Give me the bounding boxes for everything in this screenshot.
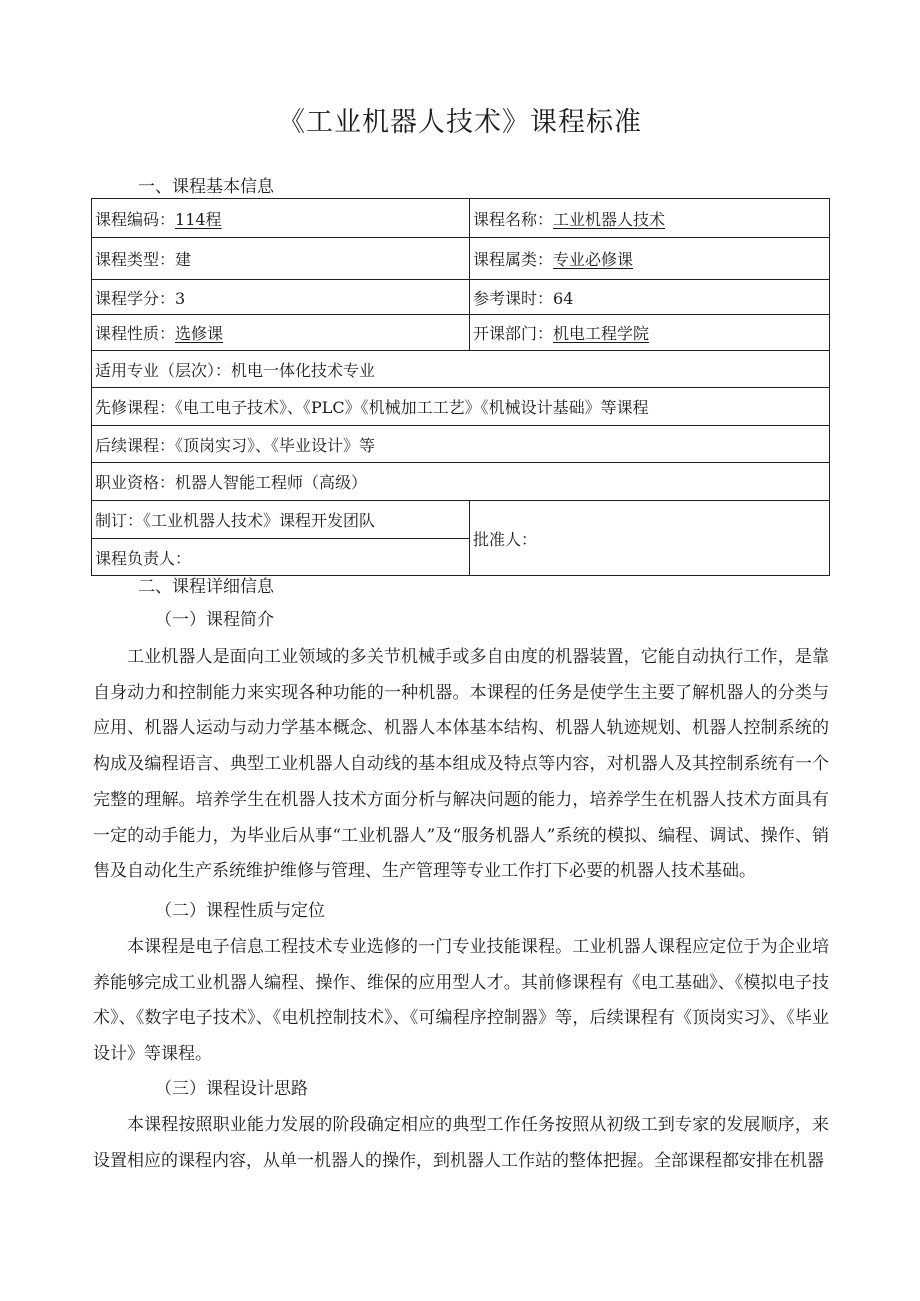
paragraph-course-intro: 工业机器人是面向工业领域的多关节机械手或多自由度的机器装置，它能自动执行工作，是靠自身动力和控制能力来实现各种功能的一种机器。本课程的任务是使学生主要了解机器人的分类与应用、机器人运动与动力学基本概念、机器人本体基本结构、机器人轨迹规划、机器人控制系统的构成及编程语言、典型工业机器人自动线的基本组成及特点等内容，对机器人及其控制系统有一个完整的理解。培养学生在机器人技术方面分析与解决问题的能力，培养学生在机器人技术方面具有一定的动手能力，为毕业后从事“工业机器人”及“服务机器人”系统的模拟、编程、调试、操作、销售及自动化生产系统维护维修与管理、生产管理等专业工作打下必要的机器人技术基础。 bbox=[93, 647, 829, 882]
offering-dept-label: 开课部门： bbox=[473, 324, 554, 343]
course-name-value: 工业机器人技术 bbox=[553, 209, 666, 229]
subheading-course-nature: （二）课程性质与定位 bbox=[155, 901, 325, 921]
section-heading-basic-info: 一、课程基本信息 bbox=[138, 177, 274, 197]
course-type-cell bbox=[92, 238, 470, 280]
course-credit-label: 课程学分： bbox=[95, 288, 176, 308]
approver-cell: 批准人： bbox=[470, 501, 830, 576]
course-credit-value: 3 bbox=[175, 288, 186, 308]
table-row bbox=[92, 351, 830, 388]
paragraph-course-nature: 本课程是电子信息工程技术专业选修的一门专业技能课程。工业机器人课程应定位于为企业培养能够完成工业机器人编程、操作、维保的应用型人才。其前修课程有《电工基础》、《模拟电子技术》、《数字电子技术》、《电机控制技术》、《可编程序控制器》等，后续课程有《顶岗实习》、《毕业设计》等课程。 bbox=[93, 937, 829, 1065]
course-credit-cell bbox=[92, 280, 470, 315]
course-code-cell bbox=[92, 199, 470, 238]
table-row bbox=[92, 501, 830, 539]
course-owner-cell: 课程负责人： bbox=[92, 539, 470, 576]
course-name-cell bbox=[470, 199, 830, 238]
offering-dept-cell bbox=[470, 315, 830, 351]
table-row bbox=[92, 463, 830, 501]
course-code-value: 114程 bbox=[175, 209, 222, 229]
author-cell: 制订：《工业机器人技术》课程开发团队 bbox=[92, 501, 470, 539]
prerequisite-courses-cell: 先修课程：《电工电子技术》、《PLC》《机械加工工艺》《机械设计基础》等课程 bbox=[92, 388, 830, 426]
course-code-label: 课程编码： bbox=[95, 209, 176, 229]
reference-hours-value: 64 bbox=[553, 288, 574, 308]
course-category-value: 专业必修课 bbox=[553, 250, 634, 269]
course-name-label: 课程名称： bbox=[473, 209, 554, 229]
course-nature-label: 课程性质： bbox=[95, 324, 176, 343]
course-type-value: 建 bbox=[175, 250, 192, 269]
section-heading-detail-info: 二、课程详细信息 bbox=[138, 577, 274, 597]
applicable-major-cell: 适用专业（层次）：机电一体化技术专业 bbox=[92, 351, 830, 388]
subheading-course-design: （三）课程设计思路 bbox=[155, 1079, 308, 1099]
table-row bbox=[92, 238, 830, 280]
course-category-label: 课程属类： bbox=[473, 250, 554, 269]
course-info-table bbox=[91, 198, 830, 576]
paragraph-course-design: 本课程按照职业能力发展的阶段确定相应的典型工作任务按照从初级工到专家的发展顺序，来设置相应的课程内容，从单一机器人的操作，到机器人工作站的整体把握。全部课程都安排在机器 bbox=[93, 1115, 829, 1171]
offering-dept-value: 机电工程学院 bbox=[553, 324, 650, 343]
course-category-cell bbox=[470, 238, 830, 280]
table-row bbox=[92, 426, 830, 463]
course-type-label: 课程类型： bbox=[95, 250, 176, 269]
course-nature-value: 选修课 bbox=[175, 324, 224, 343]
course-nature-cell bbox=[92, 315, 470, 351]
reference-hours-cell bbox=[470, 280, 830, 315]
subheading-course-intro: （一）课程简介 bbox=[155, 610, 274, 630]
table-row bbox=[92, 315, 830, 351]
qualification-cell: 职业资格：机器人智能工程师（高级） bbox=[92, 463, 830, 501]
table-row bbox=[92, 388, 830, 426]
reference-hours-label: 参考课时： bbox=[473, 288, 554, 308]
table-row bbox=[92, 199, 830, 238]
followup-courses-cell: 后续课程：《顶岗实习》、《毕业设计》等 bbox=[92, 426, 830, 463]
document-title: 《工业机器人技术》课程标准 bbox=[278, 107, 642, 138]
table-row bbox=[92, 280, 830, 315]
